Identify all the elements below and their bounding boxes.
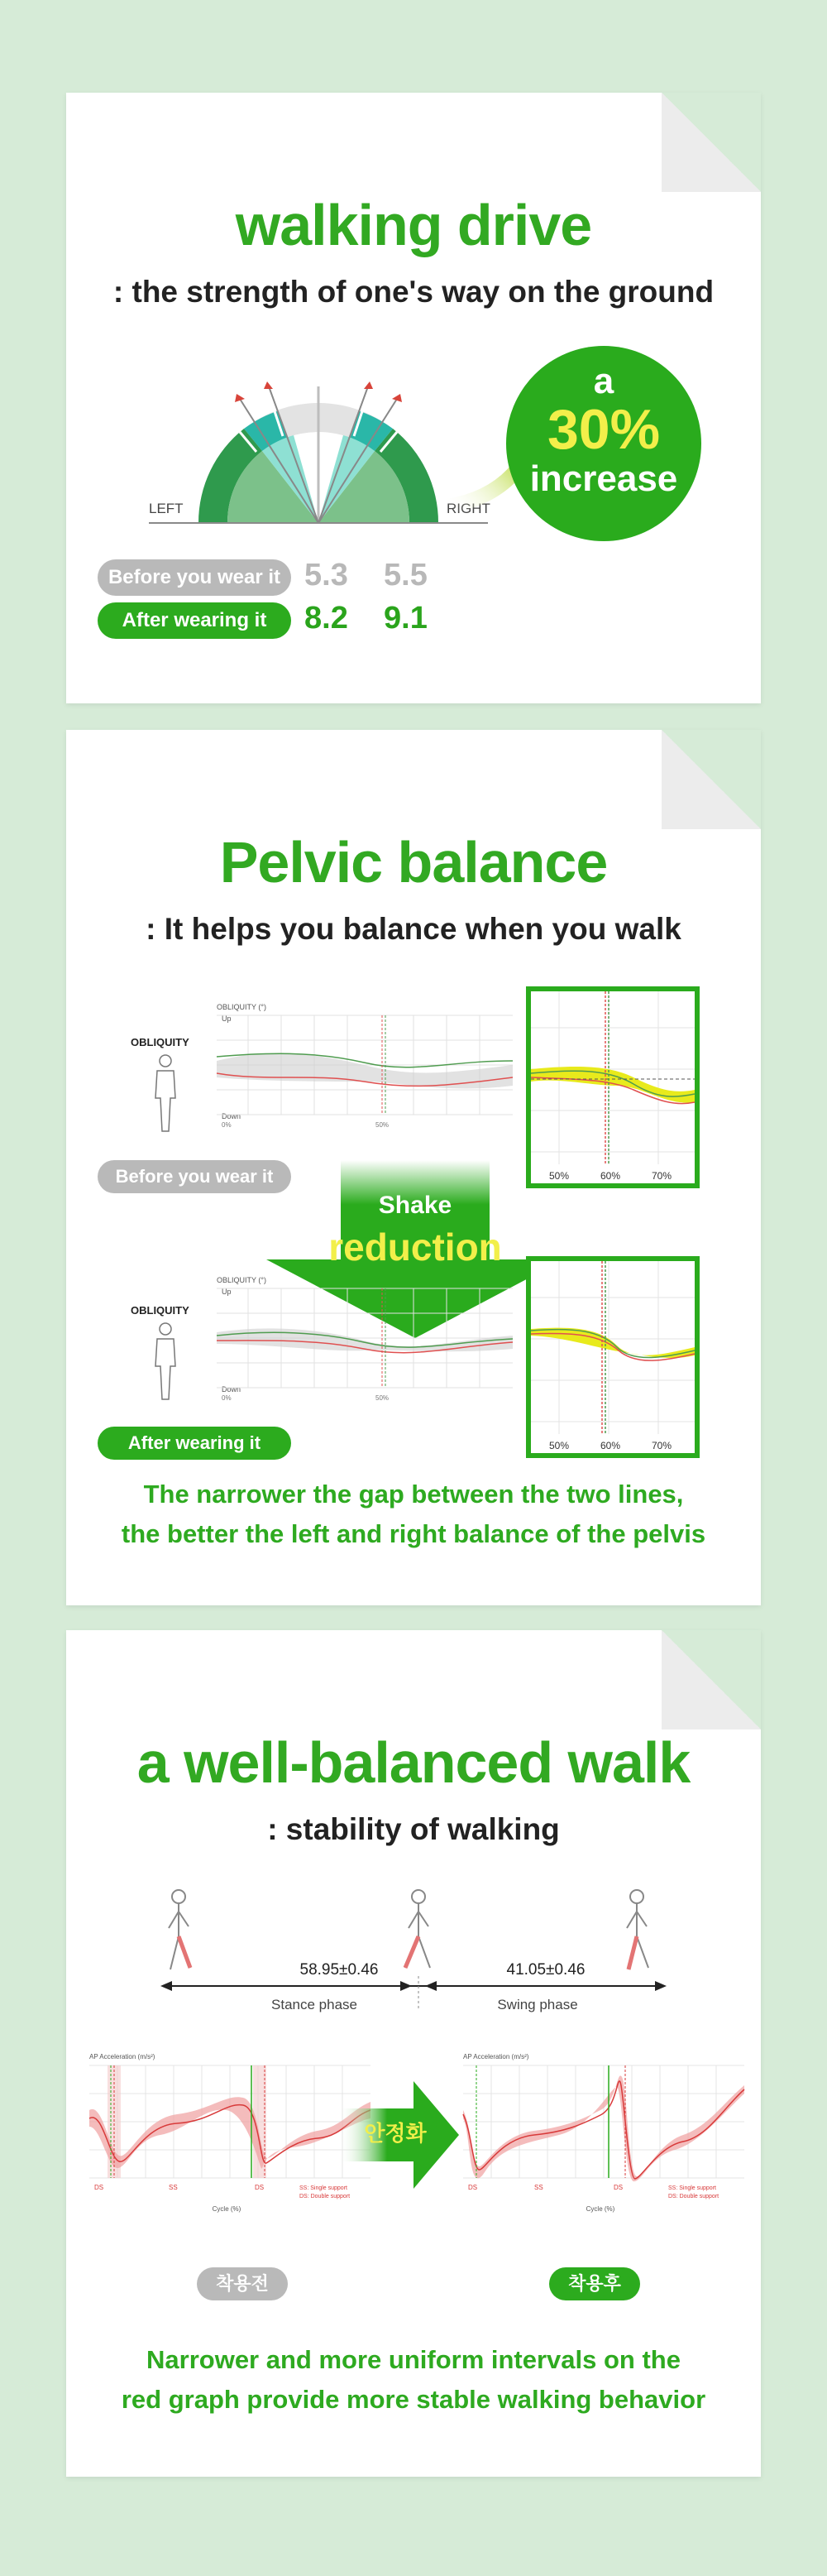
svg-text:AP Acceleration (m/s²): AP Acceleration (m/s²) <box>463 2053 529 2060</box>
page-fold <box>662 93 761 192</box>
section-subtitle: : the strength of one's way on the ground <box>112 275 715 309</box>
gauge-right-label: RIGHT <box>447 501 490 516</box>
badge-percent: 30% <box>547 398 661 461</box>
svg-text:50%: 50% <box>375 1121 390 1127</box>
svg-text:Up: Up <box>222 1288 232 1296</box>
svg-text:Cycle (%): Cycle (%) <box>586 2205 615 2213</box>
after-right-value: 9.1 <box>384 601 428 636</box>
before-obliquity-chart <box>198 1003 513 1127</box>
badge-line-1: a <box>593 361 614 401</box>
page-fold <box>662 1630 761 1729</box>
section-title: a well-balanced walk <box>136 1730 691 1795</box>
before-right-value: 5.5 <box>384 558 428 592</box>
svg-text:DS: DS <box>468 2184 478 2191</box>
after-wear-pill: After wearing it <box>98 602 291 639</box>
balanced-walk-card <box>66 1630 761 2477</box>
before-ap-chart <box>78 2052 375 2218</box>
section-title: Pelvic balance <box>219 830 608 895</box>
svg-text:SS: Single support: SS: Single support <box>299 2185 347 2191</box>
body-figure-icon <box>149 1321 182 1403</box>
svg-text:OBLIQUITY (°): OBLIQUITY (°) <box>217 1003 266 1011</box>
swing-value: 41.05±0.46 <box>506 1961 586 1979</box>
section-subtitle: : It helps you balance when you walk <box>146 912 681 946</box>
svg-text:DS: DS <box>255 2184 265 2191</box>
svg-text:DS: DS <box>614 2184 624 2191</box>
svg-text:60%: 60% <box>600 1170 621 1182</box>
after-wear-pill-ko: 착용후 <box>549 2267 640 2300</box>
walk-caption-line-1: Narrower and more uniform intervals on the <box>146 2345 681 2374</box>
svg-text:SS: Single support: SS: Single support <box>668 2185 716 2191</box>
body-figure-icon <box>149 1053 182 1135</box>
svg-text:Down: Down <box>222 1385 241 1394</box>
svg-text:DS: Double support: DS: Double support <box>668 2194 719 2199</box>
after-left-value: 8.2 <box>304 601 348 636</box>
svg-text:SS: SS <box>534 2184 543 2191</box>
stance-phase-label: Stance phase <box>271 1997 357 2012</box>
svg-text:0%: 0% <box>222 1394 232 1400</box>
gait-phase-diagram <box>149 1878 678 2044</box>
svg-text:70%: 70% <box>652 1440 672 1451</box>
svg-text:DS: DS <box>94 2184 104 2191</box>
before-obliquity-label: OBLIQUITY <box>131 1036 189 1048</box>
walking-drive-card <box>66 93 761 703</box>
swing-phase-label: Swing phase <box>497 1997 578 2012</box>
before-left-value: 5.3 <box>304 558 348 592</box>
after-obliquity-label: OBLIQUITY <box>131 1304 189 1317</box>
svg-text:50%: 50% <box>375 1394 390 1400</box>
pelvic-caption-line-1: The narrower the gap between the two lines, <box>143 1480 684 1509</box>
svg-text:50%: 50% <box>549 1170 570 1182</box>
section-subtitle: : stability of walking <box>267 1812 560 1846</box>
section-title: walking drive <box>235 193 592 257</box>
before-wear-pill: Before you wear it <box>98 1160 291 1193</box>
arrow-text-shake: Shake <box>378 1192 452 1219</box>
stance-value: 58.95±0.46 <box>299 1961 379 1979</box>
badge-line-3: increase <box>529 458 678 499</box>
svg-text:SS: SS <box>169 2184 178 2191</box>
svg-text:OBLIQUITY (°): OBLIQUITY (°) <box>217 1276 266 1284</box>
pelvic-balance-card <box>66 730 761 1605</box>
page-fold <box>662 730 761 829</box>
after-obliquity-chart <box>198 1276 513 1400</box>
svg-text:DS: Double support: DS: Double support <box>299 2194 351 2199</box>
increase-badge <box>506 346 701 541</box>
walk-caption-line-2: red graph provide more stable walking behavior <box>121 2385 706 2414</box>
svg-text:50%: 50% <box>549 1440 570 1451</box>
svg-text:Up: Up <box>222 1015 232 1023</box>
svg-text:Cycle (%): Cycle (%) <box>212 2205 241 2213</box>
after-zoom-box <box>526 1256 700 1458</box>
stabilization-text: 안정화 <box>364 2121 427 2146</box>
before-wear-pill-ko: 착용전 <box>197 2267 288 2300</box>
after-ap-chart <box>452 2052 749 2218</box>
after-wear-pill: After wearing it <box>98 1427 291 1460</box>
before-zoom-box <box>526 986 700 1188</box>
before-wear-pill: Before you wear it <box>98 559 291 596</box>
arrow-text-reduction: reduction <box>328 1226 502 1269</box>
svg-text:0%: 0% <box>222 1121 232 1127</box>
pelvic-caption-line-2: the better the left and right balance of the pelvis <box>121 1519 706 1548</box>
svg-text:Down: Down <box>222 1112 241 1120</box>
gauge-left-label: LEFT <box>149 501 184 516</box>
svg-text:70%: 70% <box>652 1170 672 1182</box>
svg-text:AP Acceleration (m/s²): AP Acceleration (m/s²) <box>89 2053 155 2060</box>
svg-text:60%: 60% <box>600 1440 621 1451</box>
